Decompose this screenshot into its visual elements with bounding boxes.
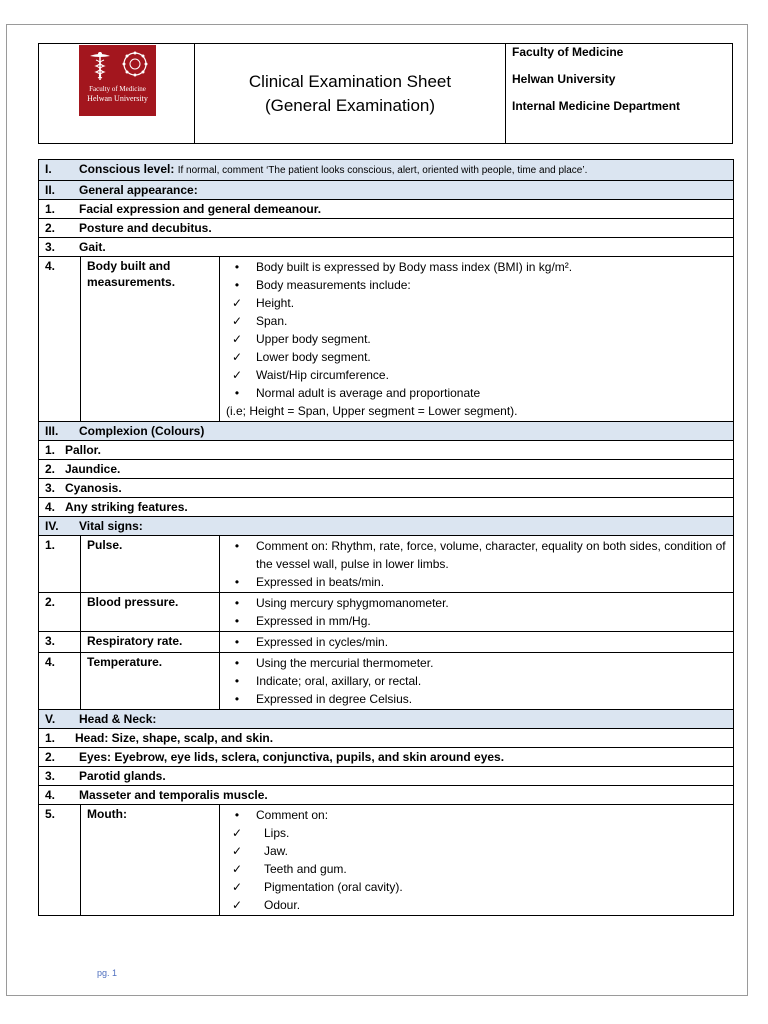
table-row (39, 238, 734, 257)
item-details (220, 805, 734, 916)
list-item: ✓ Waist/Hip circumference. (231, 368, 389, 382)
bullet-icon: • (234, 386, 240, 400)
item-number: 1. (39, 536, 81, 593)
item-label: Parotid glands. (79, 769, 166, 783)
item-number: 2. (45, 462, 56, 476)
university-logo (79, 45, 156, 116)
page-number: pg. 1 (97, 968, 118, 978)
item-label: Jaundice. (65, 462, 121, 476)
item-details (220, 536, 734, 593)
section-row (39, 422, 734, 441)
item-label: Gait. (79, 240, 106, 254)
list-continuation: (i.e; Height = Span, Upper segment = Lower segment). (226, 404, 518, 418)
list-item: ✓ Span. (231, 314, 288, 328)
document-page (6, 24, 748, 996)
logo-faculty-text: Faculty of Medicine (89, 85, 146, 93)
logo-university-text: Helwan University (87, 94, 148, 103)
header-title-cell (195, 44, 506, 143)
check-icon: ✓ (231, 332, 243, 346)
item-label (81, 257, 220, 422)
header-info-cell (506, 44, 732, 143)
item-number: 3. (45, 769, 56, 783)
university-name: Helwan University (512, 72, 616, 86)
list-item: • Expressed in beats/min. (226, 573, 727, 591)
bullet-icon: • (234, 575, 240, 589)
document-title: Clinical Examination Sheet (248, 71, 452, 91)
table-row (39, 536, 734, 593)
item-label: Cyanosis. (65, 481, 122, 495)
item-number: 3. (45, 240, 56, 254)
check-icon: ✓ (231, 826, 243, 840)
header-table (38, 43, 733, 144)
table-row (39, 632, 734, 653)
list-item: ✓ Jaw. (231, 844, 289, 858)
item-number: 4. (45, 500, 56, 514)
table-row (39, 805, 734, 916)
list-item: ✓ Upper body segment. (231, 332, 371, 346)
section-title: General appearance: (79, 183, 198, 197)
list-item: • Expressed in cycles/min. (226, 633, 727, 651)
list-item: • Using mercury sphygmomanometer. (226, 594, 727, 612)
list-item: • Indicate; oral, axillary, or rectal. (226, 672, 727, 690)
section-row (39, 710, 734, 729)
check-icon: ✓ (231, 880, 243, 894)
item-label: Pallor. (65, 443, 102, 457)
item-number: 1. (45, 731, 56, 745)
item-number: 1. (45, 443, 56, 457)
bullet-icon: • (234, 278, 240, 292)
bullet-icon: • (234, 692, 240, 706)
list-item: ✓ Lower body segment. (231, 350, 371, 364)
item-label: Blood pressure. (81, 593, 220, 632)
item-label: Respiratory rate. (81, 632, 220, 653)
table-row (39, 767, 734, 786)
item-details (220, 593, 734, 632)
check-icon: ✓ (231, 898, 243, 912)
section-title: Complexion (Colours) (79, 424, 205, 438)
item-label: Head: Size, shape, scalp, and skin. (75, 731, 274, 745)
check-icon: ✓ (231, 844, 243, 858)
bullet-icon: • (234, 596, 240, 610)
section-number: I. (45, 162, 52, 176)
list-item: ✓ Odour. (231, 898, 301, 912)
table-row (39, 257, 734, 422)
caduceus-icon (87, 50, 113, 82)
table-row (39, 441, 734, 460)
item-number: 5. (39, 805, 81, 916)
item-details (220, 257, 734, 422)
department-name: Internal Medicine Department (512, 99, 681, 113)
item-number: 2. (45, 221, 56, 235)
item-number: 4. (39, 653, 81, 710)
list-item: • Body built is expressed by Body mass index (BMI) in kg/m². (226, 258, 727, 276)
section-row (39, 160, 734, 181)
check-icon: ✓ (231, 368, 243, 382)
list-item: ✓ Pigmentation (oral cavity). (231, 880, 403, 894)
item-number: 3. (39, 632, 81, 653)
list-item: • Normal adult is average and proportionate (226, 384, 727, 402)
item-label: Any striking features. (65, 500, 188, 514)
list-item: • Expressed in degree Celsius. (226, 690, 727, 708)
faculty-name: Faculty of Medicine (512, 45, 624, 59)
section-number: III. (45, 424, 59, 438)
university-seal-icon (121, 50, 149, 78)
table-row (39, 479, 734, 498)
list-item: • Comment on: (226, 806, 727, 824)
section-number: V. (45, 712, 56, 726)
section-row (39, 181, 734, 200)
section-title: Conscious level: (79, 162, 175, 176)
section-number: IV. (45, 519, 59, 533)
item-label: Masseter and temporalis muscle. (79, 788, 268, 802)
table-row (39, 653, 734, 710)
item-number: 4. (45, 788, 56, 802)
check-icon: ✓ (231, 350, 243, 364)
table-row (39, 748, 734, 767)
item-number: 2. (45, 750, 56, 764)
bullet-icon: • (234, 614, 240, 628)
bullet-icon: • (234, 808, 240, 822)
bullet-icon: • (234, 674, 240, 688)
check-icon: ✓ (231, 314, 243, 328)
item-number: 4. (39, 257, 81, 422)
list-item: • Using the mercurial thermometer. (226, 654, 727, 672)
list-item: ✓ Teeth and gum. (231, 862, 347, 876)
list-item: ✓ Lips. (231, 826, 290, 840)
table-row (39, 460, 734, 479)
item-number: 3. (45, 481, 56, 495)
table-row (39, 729, 734, 748)
list-item: • Body measurements include: (226, 276, 727, 294)
bullet-icon: • (234, 656, 240, 670)
table-row (39, 786, 734, 805)
section-title: Head & Neck: (79, 712, 157, 726)
item-label: Pulse. (81, 536, 220, 593)
header-logo-cell (39, 44, 195, 143)
check-icon: ✓ (231, 296, 243, 310)
bullet-icon: • (234, 260, 240, 274)
item-label-line: Body built and (87, 259, 171, 273)
item-details (220, 632, 734, 653)
item-label: Temperature. (81, 653, 220, 710)
table-row (39, 219, 734, 238)
item-label: Mouth: (81, 805, 220, 916)
check-icon: ✓ (231, 862, 243, 876)
bullet-icon: • (234, 635, 240, 649)
item-label: Facial expression and general demeanour. (79, 202, 322, 216)
item-label-line: measurements. (87, 275, 176, 289)
table-row (39, 593, 734, 632)
table-row (39, 200, 734, 219)
examination-table (38, 159, 734, 916)
item-label: Eyes: Eyebrow, eye lids, sclera, conjunctiva, pupils, and skin around eyes. (79, 750, 505, 764)
table-row (39, 498, 734, 517)
item-label: Posture and decubitus. (79, 221, 212, 235)
section-number: II. (45, 183, 56, 197)
bullet-icon: • (234, 539, 240, 553)
section-row (39, 517, 734, 536)
section-title: Vital signs: (79, 519, 143, 533)
section-note: If normal, comment ‘The patient looks conscious, alert, oriented with people, time and place’. (177, 165, 588, 176)
item-number: 1. (45, 202, 56, 216)
list-item: ✓ Height. (231, 296, 295, 310)
item-details (220, 653, 734, 710)
list-item: • Expressed in mm/Hg. (226, 612, 727, 630)
document-subtitle: (General Examination) (264, 95, 436, 115)
list-item: • Comment on: Rhythm, rate, force, volume, character, equality on both sides, condition of the vessel wall, pulse in lower limbs. (226, 537, 727, 573)
item-number: 2. (39, 593, 81, 632)
